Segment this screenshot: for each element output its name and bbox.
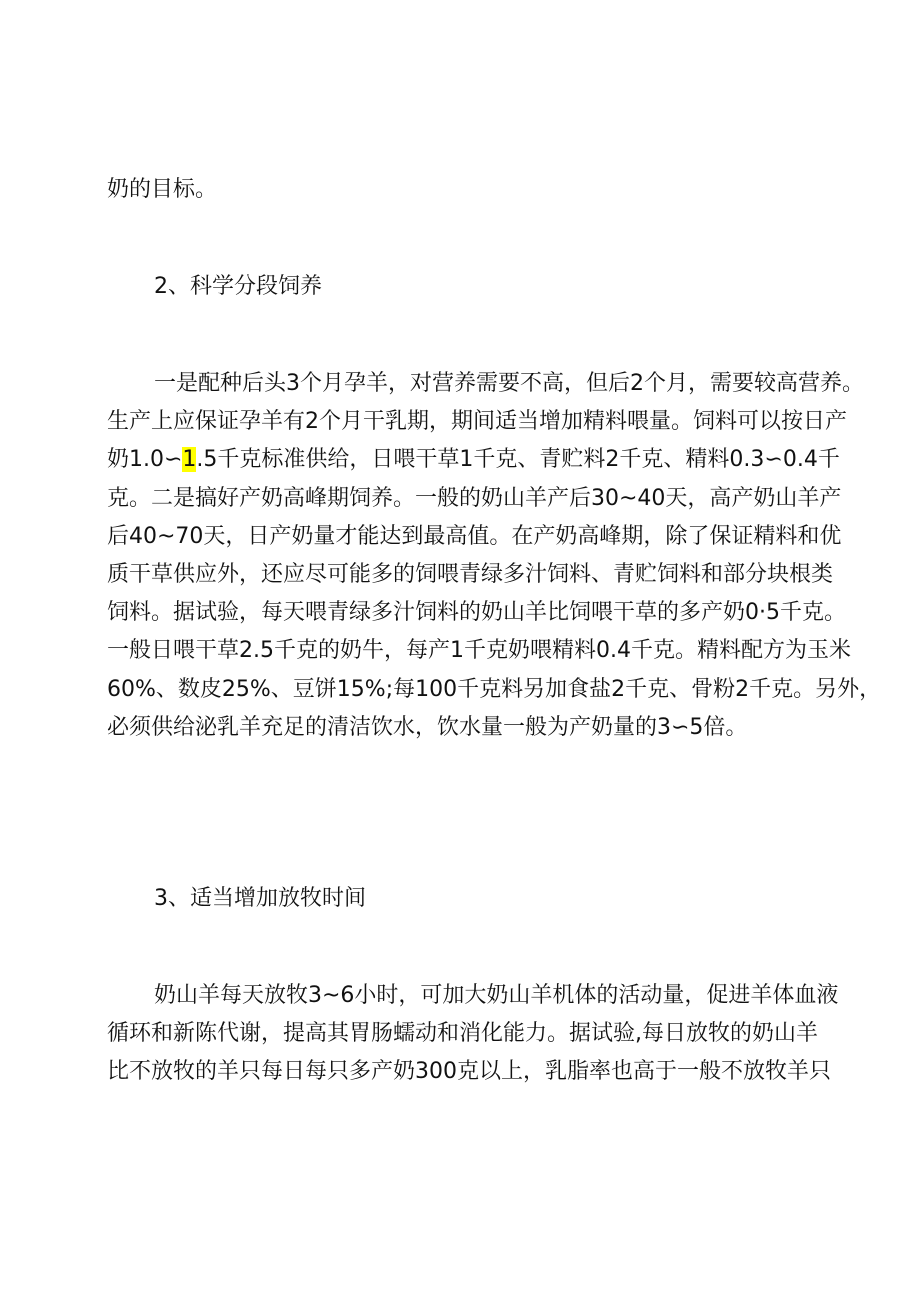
text-line: 克。二是搞好产奶高峰期饲养。一般的奶山羊产后30~40天，高产奶山羊产	[107, 485, 842, 511]
text-line: 饲料。据试验，每天喂青绿多汁饲料的奶山羊比饲喂干草的多产奶0·5千克。	[107, 600, 846, 626]
text-line: 循环和新陈代谢，提高其胃肠蠕动和消化能力。据试验,每日放牧的奶山羊	[107, 1021, 818, 1047]
text-line: 比不放牧的羊只每日每只多产奶300克以上，乳脂率也高于一般不放牧羊只	[107, 1059, 831, 1085]
text-line: 必须供给泌乳羊充足的清洁饮水，饮水量一般为产奶量的3∽5倍。	[107, 714, 748, 740]
text-segment: 奶1.0∽	[107, 447, 183, 473]
text-line: 奶山羊每天放牧3~6小时，可加大奶山羊机体的活动量，促进羊体血液	[154, 983, 839, 1008]
text-segment: .5千克标准供给，日喂干草1千克、青贮料2千克、精料0.3∽0.4千	[196, 447, 840, 473]
text-line: 质干草供应外，还应尽可能多的饲喂青绿多汁饲料、青贮饲料和部分块根类	[107, 562, 834, 588]
text-line: 60%、数皮25%、豆饼15%;每100千克料另加食盐2千克、骨粉2千克。另外，	[107, 676, 882, 702]
highlighted-text: 1	[182, 447, 197, 473]
text-line: 生产上应保证孕羊有2个月干乳期，期间适当增加精料喂量。饲料可以按日产	[107, 409, 847, 435]
text-line: 一是配种后头3个月孕羊，对营养需要不高，但后2个月，需要较高营养。	[154, 371, 864, 396]
text-line	[107, 441, 840, 479]
section-heading-2: 2、科学分段饲养	[154, 274, 322, 299]
text-line: 一般日喂干草2.5千克的奶牛，每产1千克奶喂精料0.4千克。精料配方为玉米	[107, 638, 851, 664]
text-line: 奶的目标。	[107, 177, 218, 202]
paragraph-feeding-stages	[107, 365, 882, 747]
paragraph-continuation	[107, 171, 827, 209]
paragraph-grazing	[107, 977, 839, 1092]
text-line: 后40~70天，日产奶量才能达到最高值。在产奶高峰期，除了保证精料和优	[107, 523, 842, 549]
section-heading-3: 3、适当增加放牧时间	[154, 886, 366, 911]
